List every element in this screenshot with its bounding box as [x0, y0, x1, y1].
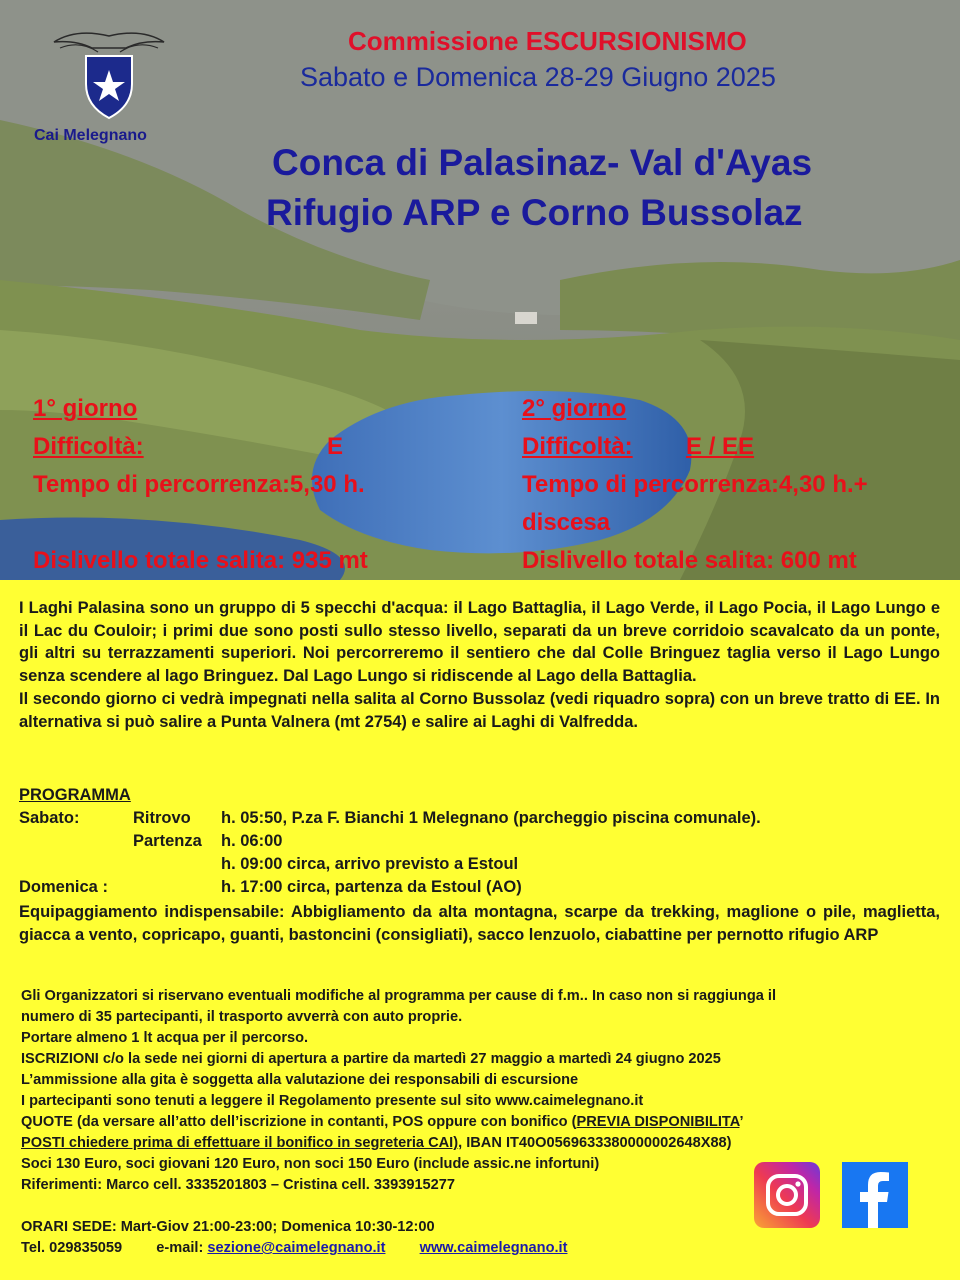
arrival-value: h. 09:00 circa, arrivo previsto a Estoul	[221, 855, 519, 873]
day2-difficulty-label: Difficoltà:	[522, 433, 633, 460]
instagram-glyph	[754, 1162, 820, 1228]
day2-time-line2: discesa	[522, 509, 611, 536]
equipment: Equipaggiamento indispensabile: Abbigliamento da alta montagna, scarpe da trekking, maglione o pile, maglietta, giacca a vento, copricapo, guanti, bastoncini (consigliati), sacco lenzuolo, ciabattine per pernotto rifugio ARP	[19, 903, 940, 944]
note-line3: Portare almeno 1 lt acqua per il percorso.	[21, 1030, 309, 1046]
partenza-label: Partenza	[133, 832, 202, 850]
note-line7b: PREVIA DISPONIBILITA	[576, 1114, 740, 1130]
day2-difficulty	[522, 428, 942, 466]
partenza-value: h. 06:00	[221, 832, 283, 850]
day1-time: Tempo di percorrenza:5,30 h.	[33, 471, 365, 498]
day1-difficulty-label: Difficoltà:	[33, 433, 144, 460]
note-line7	[21, 1112, 941, 1133]
description	[19, 597, 940, 733]
ritrovo-label: Ritrovo	[133, 809, 191, 827]
event-dates: Sabato e Domenica 28-29 Giugno 2025	[300, 62, 776, 92]
note-line8b: , IBAN IT40O0569633380000002648X88)	[458, 1135, 732, 1151]
website-link[interactable]: www.caimelegnano.it	[419, 1240, 568, 1256]
commission-title: Commissione ESCURSIONISMO	[348, 26, 747, 56]
day1-details	[33, 390, 433, 580]
note-line5: L’ammissione alla gita è soggetta alla valutazione dei responsabili di escursione	[21, 1072, 579, 1088]
note-line10: Riferimenti: Marco cell. 3335201803 – Cristina cell. 3393915277	[21, 1177, 456, 1193]
email-label: e-mail:	[156, 1240, 204, 1256]
office-hours: ORARI SEDE: Mart-Giov 21:00-23:00; Domenica 10:30-12:00	[21, 1219, 435, 1235]
day1-difficulty-value: E	[327, 433, 344, 460]
contact-line	[21, 1238, 941, 1259]
note-line8a: POSTI chiedere prima di effettuare il bonifico in segreteria CAI)	[21, 1135, 459, 1151]
day2-elevation: Dislivello totale salita: 600 mt	[522, 547, 857, 574]
description-para1: I Laghi Palasina sono un gruppo di 5 specchi d'acqua: il Lago Battaglia, il Lago Verde, il Lago Pocia, il Lago Lungo e il Lac du Couloir; i primi due sono posti sullo stesso livello, separati da un breve corridoio scavalcato da un ponte, gli altri su terrazzamenti superiori. Noi percorreremo il sentiero che dal Colle Bringuez taglia verso il Lago Lungo senza scendere al lago Bringuez. Dal Lago Lungo si ridiscende al Lago della Battaglia.	[19, 599, 940, 686]
telephone: Tel. 029835059	[21, 1240, 123, 1256]
note-line2: numero di 35 partecipanti, il trasporto avverrà con auto proprie.	[21, 1009, 463, 1025]
note-line8	[21, 1133, 941, 1154]
note-line4: ISCRIZIONI c/o la sede nei giorni di apertura a partire da martedì 27 maggio a martedì 24 giugno 2025	[21, 1051, 721, 1067]
note-line1: Gli Organizzatori si riservano eventuali modifiche al programma per cause di f.m.. In caso non si raggiunga il	[21, 988, 777, 1004]
saturday-label: Sabato:	[19, 809, 80, 827]
sunday-value: h. 17:00 circa, partenza da Estoul (AO)	[221, 878, 522, 896]
note-line7a: QUOTE (da versare all’atto dell’iscrizione in contanti, POS oppure con bonifico (	[21, 1114, 577, 1130]
day1-elevation: Dislivello totale salita: 935 mt	[33, 547, 368, 574]
day1-label: 1° giorno	[33, 395, 138, 422]
email-link[interactable]: sezione@caimelegnano.it	[207, 1240, 386, 1256]
sunday-label: Domenica :	[19, 878, 108, 896]
day2-time-line1: Tempo di percorrenza:4,30 h.+	[522, 471, 868, 498]
day1-difficulty	[33, 428, 433, 466]
cai-logo	[46, 22, 172, 122]
day2-label: 2° giorno	[522, 395, 627, 422]
org-name: Cai Melegnano	[34, 127, 147, 144]
facebook-icon[interactable]	[842, 1162, 908, 1228]
description-para2: Il secondo giorno ci vedrà impegnati nella salita al Corno Bussolaz (vedi riquadro sopra) con un breve tratto di EE. In alternativa si può salire a Punta Valnera (mt 2754) e salire ai Laghi di Valfredda.	[19, 689, 940, 731]
day2-details	[522, 390, 942, 580]
instagram-icon[interactable]	[754, 1162, 820, 1228]
event-title-line1: Conca di Palasinaz- Val d'Ayas	[272, 142, 813, 183]
note-line7c: ’	[739, 1114, 744, 1130]
note-line9: Soci 130 Euro, soci giovani 120 Euro, non soci 150 Euro (include assic.ne infortuni)	[21, 1156, 600, 1172]
hero-photo	[0, 0, 960, 580]
ritrovo-value: h. 05:50, P.za F. Bianchi 1 Melegnano (parcheggio piscina comunale).	[221, 809, 761, 827]
facebook-glyph	[842, 1162, 908, 1228]
note-line6: I partecipanti sono tenuti a leggere il Regolamento presente sul sito www.caimelegnano.it	[21, 1093, 644, 1109]
program-heading: PROGRAMMA	[19, 786, 131, 804]
event-title-line2: Rifugio ARP e Corno Bussolaz	[266, 192, 803, 233]
day2-difficulty-value: E / EE	[686, 433, 755, 460]
